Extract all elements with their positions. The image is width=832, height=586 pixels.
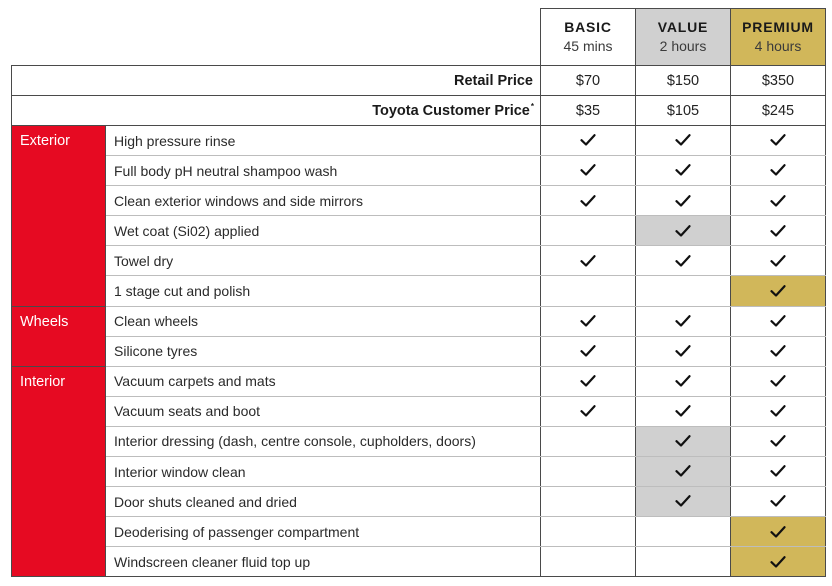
price-basic: $35: [541, 96, 636, 126]
feature-label: Interior dressing (dash, centre console, cupholders, doors): [106, 426, 541, 456]
tier-cell-value: [636, 547, 731, 577]
tier-cell-basic: [541, 216, 636, 246]
feature-label: Full body pH neutral shampoo wash: [106, 156, 541, 186]
checkmark-icon: [675, 344, 691, 358]
checkmark-icon: [770, 314, 786, 328]
tier-cell-premium: [731, 457, 826, 487]
tier-cell-value: [636, 156, 731, 186]
checkmark-icon: [580, 254, 596, 268]
tier-cell-value: [636, 336, 731, 366]
feature-label: High pressure rinse: [106, 126, 541, 156]
tier-cell-basic: [541, 547, 636, 577]
feature-label: Towel dry: [106, 246, 541, 276]
feature-label: Vacuum seats and boot: [106, 396, 541, 426]
checkmark-icon: [770, 133, 786, 147]
feature-row: [12, 276, 826, 306]
tier-cell-premium: [731, 366, 826, 396]
tier-header-basic: [541, 9, 636, 66]
category-label-exterior: Exterior: [12, 126, 106, 307]
tier-header-premium: [731, 9, 826, 66]
checkmark-icon: [770, 555, 786, 569]
feature-label: Wet coat (Si02) applied: [106, 216, 541, 246]
tier-cell-value: [636, 517, 731, 547]
tier-cell-value: [636, 126, 731, 156]
checkmark-icon: [770, 284, 786, 298]
price-premium: $350: [731, 66, 826, 96]
tier-cell-basic: [541, 396, 636, 426]
checkmark-icon: [675, 133, 691, 147]
price-value: $105: [636, 96, 731, 126]
tier-cell-premium: [731, 517, 826, 547]
checkmark-icon: [580, 314, 596, 328]
price-label: [12, 96, 541, 126]
checkmark-icon: [675, 163, 691, 177]
price-label-text: Toyota Customer Price: [372, 103, 530, 119]
tier-cell-value: [636, 246, 731, 276]
feature-row: [12, 306, 826, 336]
tier-cell-basic: [541, 457, 636, 487]
checkmark-icon: [675, 464, 691, 478]
checkmark-icon: [580, 344, 596, 358]
feature-row: [12, 396, 826, 426]
tier-cell-basic: [541, 126, 636, 156]
checkmark-icon: [770, 525, 786, 539]
tier-cell-basic: [541, 246, 636, 276]
feature-row: [12, 517, 826, 547]
tier-cell-premium: [731, 306, 826, 336]
checkmark-icon: [675, 314, 691, 328]
tier-cell-premium: [731, 156, 826, 186]
checkmark-icon: [580, 404, 596, 418]
tier-cell-basic: [541, 156, 636, 186]
category-label-wheels: Wheels: [12, 306, 106, 366]
checkmark-icon: [580, 374, 596, 388]
checkmark-icon: [580, 194, 596, 208]
checkmark-icon: [675, 374, 691, 388]
service-pricing-table: [11, 8, 826, 577]
tier-duration: 2 hours: [659, 38, 707, 54]
tier-cell-basic: [541, 426, 636, 456]
checkmark-icon: [675, 434, 691, 448]
checkmark-icon: [675, 494, 691, 508]
feature-row: [12, 487, 826, 517]
feature-label: Vacuum carpets and mats: [106, 366, 541, 396]
feature-row: [12, 457, 826, 487]
feature-row: [12, 547, 826, 577]
tier-cell-value: [636, 366, 731, 396]
checkmark-icon: [770, 494, 786, 508]
tier-cell-premium: [731, 246, 826, 276]
checkmark-icon: [675, 194, 691, 208]
tier-cell-premium: [731, 216, 826, 246]
feature-row: [12, 156, 826, 186]
checkmark-icon: [675, 254, 691, 268]
tier-cell-basic: [541, 276, 636, 306]
customer-price-row: [12, 96, 826, 126]
price-footnote-mark: *: [530, 102, 534, 111]
feature-row: [12, 366, 826, 396]
tier-cell-value: [636, 186, 731, 216]
feature-row: [12, 426, 826, 456]
retail-price-row: [12, 66, 826, 96]
tier-cell-premium: [731, 426, 826, 456]
tier-name: PREMIUM: [742, 19, 814, 35]
feature-label: Interior window clean: [106, 457, 541, 487]
feature-label: Door shuts cleaned and dried: [106, 487, 541, 517]
tier-cell-premium: [731, 487, 826, 517]
checkmark-icon: [770, 194, 786, 208]
feature-label: Clean wheels: [106, 306, 541, 336]
feature-label: Clean exterior windows and side mirrors: [106, 186, 541, 216]
tier-header-value: [636, 9, 731, 66]
tier-cell-premium: [731, 336, 826, 366]
feature-label: Windscreen cleaner fluid top up: [106, 547, 541, 577]
tier-header-row: [12, 9, 826, 66]
tier-cell-value: [636, 487, 731, 517]
tier-cell-premium: [731, 126, 826, 156]
tier-duration: 45 mins: [563, 38, 613, 54]
tier-cell-value: [636, 457, 731, 487]
tier-name: BASIC: [564, 19, 612, 35]
tier-cell-value: [636, 426, 731, 456]
tier-cell-basic: [541, 336, 636, 366]
price-basic: $70: [541, 66, 636, 96]
checkmark-icon: [580, 133, 596, 147]
tier-cell-value: [636, 276, 731, 306]
checkmark-icon: [770, 374, 786, 388]
checkmark-icon: [675, 404, 691, 418]
tier-name: VALUE: [657, 19, 709, 35]
feature-label: Silicone tyres: [106, 336, 541, 366]
price-value: $150: [636, 66, 731, 96]
tier-cell-value: [636, 306, 731, 336]
checkmark-icon: [580, 163, 596, 177]
feature-row: [12, 246, 826, 276]
feature-row: [12, 216, 826, 246]
tier-duration: 4 hours: [754, 38, 802, 54]
tier-cell-value: [636, 216, 731, 246]
tier-cell-value: [636, 396, 731, 426]
checkmark-icon: [770, 464, 786, 478]
tier-cell-basic: [541, 186, 636, 216]
checkmark-icon: [770, 404, 786, 418]
tier-cell-premium: [731, 186, 826, 216]
price-label-text: Retail Price: [454, 73, 533, 89]
price-premium: $245: [731, 96, 826, 126]
tier-cell-premium: [731, 547, 826, 577]
feature-row: [12, 336, 826, 366]
tier-cell-basic: [541, 306, 636, 336]
price-label: [12, 66, 541, 96]
category-label-interior: Interior: [12, 366, 106, 577]
checkmark-icon: [770, 163, 786, 177]
feature-label: 1 stage cut and polish: [106, 276, 541, 306]
checkmark-icon: [770, 224, 786, 238]
checkmark-icon: [770, 344, 786, 358]
checkmark-icon: [675, 224, 691, 238]
feature-row: [12, 126, 826, 156]
checkmark-icon: [770, 254, 786, 268]
tier-cell-basic: [541, 487, 636, 517]
tier-cell-premium: [731, 276, 826, 306]
tier-cell-basic: [541, 517, 636, 547]
tier-cell-basic: [541, 366, 636, 396]
tier-cell-premium: [731, 396, 826, 426]
feature-row: [12, 186, 826, 216]
feature-label: Deoderising of passenger compartment: [106, 517, 541, 547]
checkmark-icon: [770, 434, 786, 448]
